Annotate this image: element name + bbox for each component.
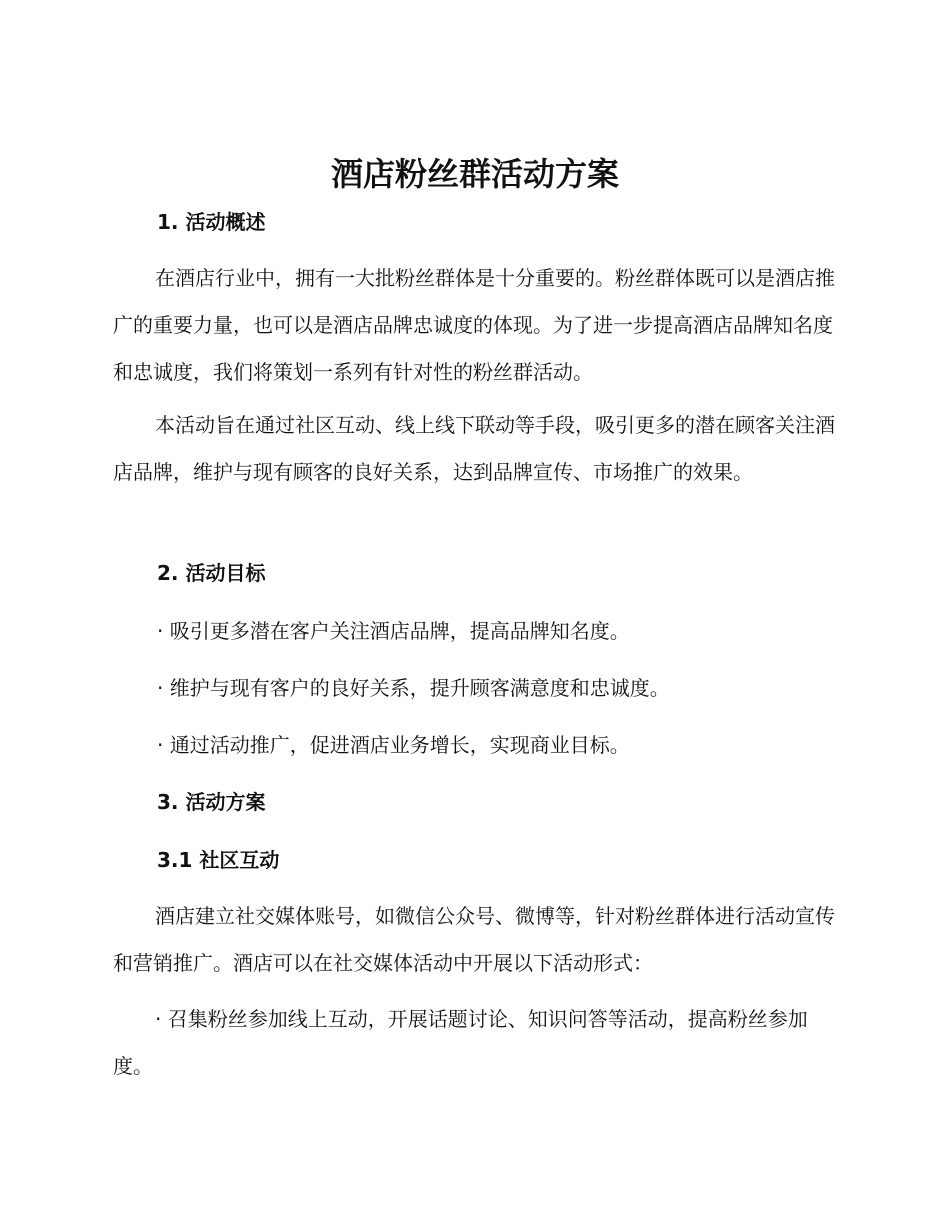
community-paragraph-1: 酒店建立社交媒体账号，如微信公众号、微博等，针对粉丝群体进行活动宣传和营销推广。酒店可以在社交媒体活动中开展以下活动形式： [113,904,835,975]
overview-paragraph-2: 本活动旨在通过社区互动、线上线下联动等手段，吸引更多的潜在顾客关注酒店品牌，维护与现有顾客的良好关系，达到品牌宣传、市场推广的效果。 [113,413,835,484]
goal-item-1: · 吸引更多潜在客户关注酒店品牌，提高品牌知名度。 [157,619,630,643]
goal-item-3: · 通过活动推广，促进酒店业务增长，实现商业目标。 [157,733,630,757]
community-bullet-1: · 召集粉丝参加线上互动，开展话题讨论、知识问答等活动，提高粉丝参加度。 [113,1007,808,1078]
goal-item-2: · 维护与现有客户的良好关系，提升顾客满意度和忠诚度。 [157,676,670,700]
section-heading-overview: 1. 活动概述 [157,210,266,234]
section-heading-plan: 3. 活动方案 [157,790,266,814]
subsection-heading-community: 3.1 社区互动 [157,848,280,872]
overview-paragraph-1: 在酒店行业中，拥有一大批粉丝群体是十分重要的。粉丝群体既可以是酒店推广的重要力量，也可以是酒店品牌忠诚度的体现。为了进一步提高酒店品牌知名度和忠诚度，我们将策划一系列有针对性的粉丝群活动。 [113,266,835,384]
section-heading-goals: 2. 活动目标 [157,561,266,585]
document-title: 酒店粉丝群活动方案 [330,155,619,193]
